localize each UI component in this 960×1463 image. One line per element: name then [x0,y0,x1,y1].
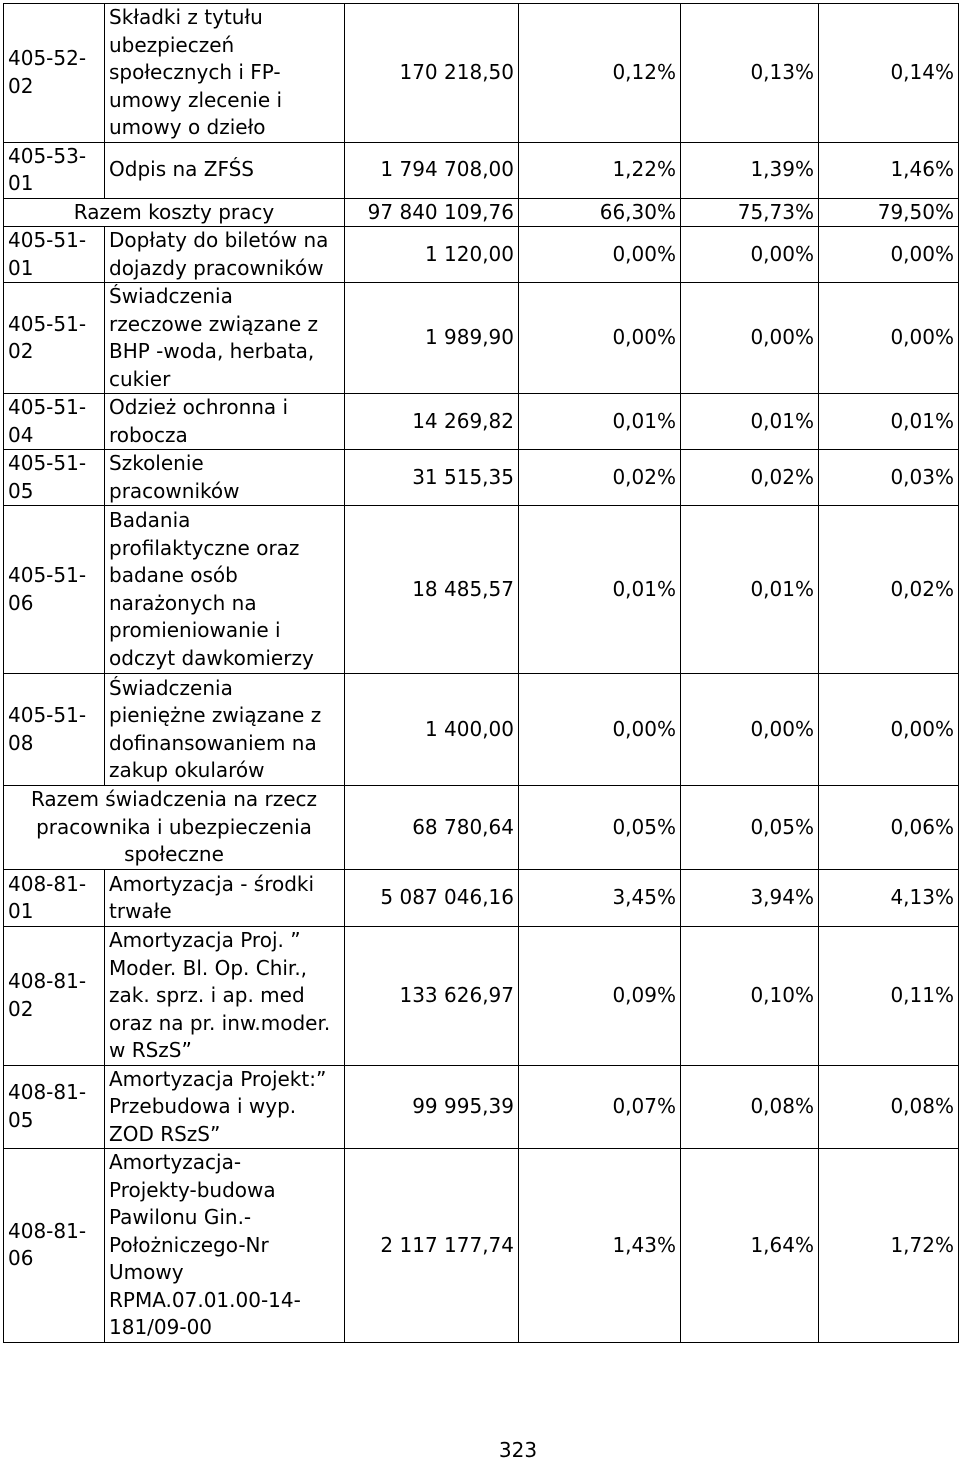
amount-cell: 170 218,50 [345,4,519,143]
percent-cell-2: 75,73% [681,198,819,227]
percent-cell-2: 0,00% [681,227,819,283]
percent-cell-2: 0,13% [681,4,819,143]
percent-cell-3: 0,00% [819,674,959,786]
table-row [4,674,959,786]
cost-name-cell: Świadczenia pieniężne związane z dofinansowaniem na zakup okularów [105,674,345,786]
table-row [4,283,959,394]
percent-cell-1: 1,43% [519,1149,681,1343]
cost-table-body [4,4,959,1343]
cost-table [3,3,959,1343]
percent-cell-3: 0,11% [819,927,959,1066]
amount-cell: 1 794 708,00 [345,142,519,198]
amount-cell: 5 087 046,16 [345,870,519,927]
cost-name-cell: Odpis na ZFŚS [105,142,345,198]
cost-name-cell: Amortyzacja Proj. ” Moder. Bl. Op. Chir., zak. sprz. i ap. med oraz na pr. inw.moder. w RSzS” [105,927,345,1066]
percent-cell-3: 4,13% [819,870,959,927]
percent-cell-1: 0,05% [519,786,681,870]
percent-cell-2: 0,00% [681,283,819,394]
total-label-cell: Razem świadczenia na rzecz pracownika i ubezpieczenia społeczne [4,786,345,870]
percent-cell-2: 0,10% [681,927,819,1066]
percent-cell-3: 79,50% [819,198,959,227]
cost-name-cell: Badania profilaktyczne oraz badane osób narażonych na promieniowanie i odczyt dawkomierzy [105,506,345,674]
account-code-cell: 408-81- 05 [4,1065,105,1149]
cost-name-cell: Amortyzacja- Projekty-budowa Pawilonu Gin.- Położniczego-Nr Umowy RPMA.07.01.00-14- 181/09-00 [105,1149,345,1343]
table-row [4,506,959,674]
percent-cell-3: 1,72% [819,1149,959,1343]
cost-name-cell: Odzież ochronna i robocza [105,394,345,450]
table-row [4,870,959,927]
percent-cell-3: 0,08% [819,1065,959,1149]
percent-cell-2: 0,08% [681,1065,819,1149]
percent-cell-2: 0,02% [681,450,819,506]
account-code-cell: 405-51- 05 [4,450,105,506]
percent-cell-1: 66,30% [519,198,681,227]
percent-cell-3: 0,01% [819,394,959,450]
cost-name-cell: Amortyzacja Projekt:” Przebudowa i wyp. ZOD RSzS” [105,1065,345,1149]
percent-cell-3: 0,02% [819,506,959,674]
amount-cell: 68 780,64 [345,786,519,870]
percent-cell-1: 0,12% [519,4,681,143]
cost-name-cell: Amortyzacja - środki trwałe [105,870,345,927]
total-row [4,786,959,870]
table-row [4,394,959,450]
percent-cell-2: 0,01% [681,506,819,674]
table-row [4,1065,959,1149]
percent-cell-1: 1,22% [519,142,681,198]
percent-cell-3: 0,00% [819,283,959,394]
cost-name-cell: Świadczenia rzeczowe związane z BHP -woda, herbata, cukier [105,283,345,394]
percent-cell-3: 0,00% [819,227,959,283]
account-code-cell: 405-52- 02 [4,4,105,143]
cost-name-cell: Składki z tytułu ubezpieczeń społecznych i FP- umowy zlecenie i umowy o dzieło [105,4,345,143]
percent-cell-2: 1,39% [681,142,819,198]
table-row [4,450,959,506]
amount-cell: 31 515,35 [345,450,519,506]
cost-name-cell: Dopłaty do biletów na dojazdy pracowników [105,227,345,283]
amount-cell: 99 995,39 [345,1065,519,1149]
amount-cell: 1 989,90 [345,283,519,394]
total-label-cell: Razem koszty pracy [4,198,345,227]
account-code-cell: 405-51- 04 [4,394,105,450]
account-code-cell: 408-81- 02 [4,927,105,1066]
percent-cell-3: 0,03% [819,450,959,506]
table-row [4,927,959,1066]
account-code-cell: 408-81- 06 [4,1149,105,1343]
percent-cell-1: 0,07% [519,1065,681,1149]
page-number: 323 [498,1438,538,1462]
account-code-cell: 405-53- 01 [4,142,105,198]
percent-cell-1: 0,00% [519,674,681,786]
percent-cell-2: 0,00% [681,674,819,786]
account-code-cell: 405-51- 08 [4,674,105,786]
percent-cell-3: 0,06% [819,786,959,870]
account-code-cell: 405-51- 01 [4,227,105,283]
percent-cell-2: 1,64% [681,1149,819,1343]
table-row [4,4,959,143]
percent-cell-1: 0,00% [519,227,681,283]
cost-name-cell: Szkolenie pracowników [105,450,345,506]
percent-cell-1: 3,45% [519,870,681,927]
account-code-cell: 405-51- 02 [4,283,105,394]
amount-cell: 18 485,57 [345,506,519,674]
amount-cell: 2 117 177,74 [345,1149,519,1343]
amount-cell: 97 840 109,76 [345,198,519,227]
percent-cell-1: 0,01% [519,394,681,450]
percent-cell-1: 0,02% [519,450,681,506]
account-code-cell: 405-51- 06 [4,506,105,674]
table-row [4,1149,959,1343]
table-row [4,227,959,283]
amount-cell: 133 626,97 [345,927,519,1066]
account-code-cell: 408-81- 01 [4,870,105,927]
percent-cell-2: 3,94% [681,870,819,927]
total-row [4,198,959,227]
percent-cell-1: 0,01% [519,506,681,674]
amount-cell: 1 400,00 [345,674,519,786]
percent-cell-3: 0,14% [819,4,959,143]
amount-cell: 14 269,82 [345,394,519,450]
percent-cell-1: 0,09% [519,927,681,1066]
table-row [4,142,959,198]
amount-cell: 1 120,00 [345,227,519,283]
percent-cell-1: 0,00% [519,283,681,394]
percent-cell-3: 1,46% [819,142,959,198]
percent-cell-2: 0,05% [681,786,819,870]
percent-cell-2: 0,01% [681,394,819,450]
